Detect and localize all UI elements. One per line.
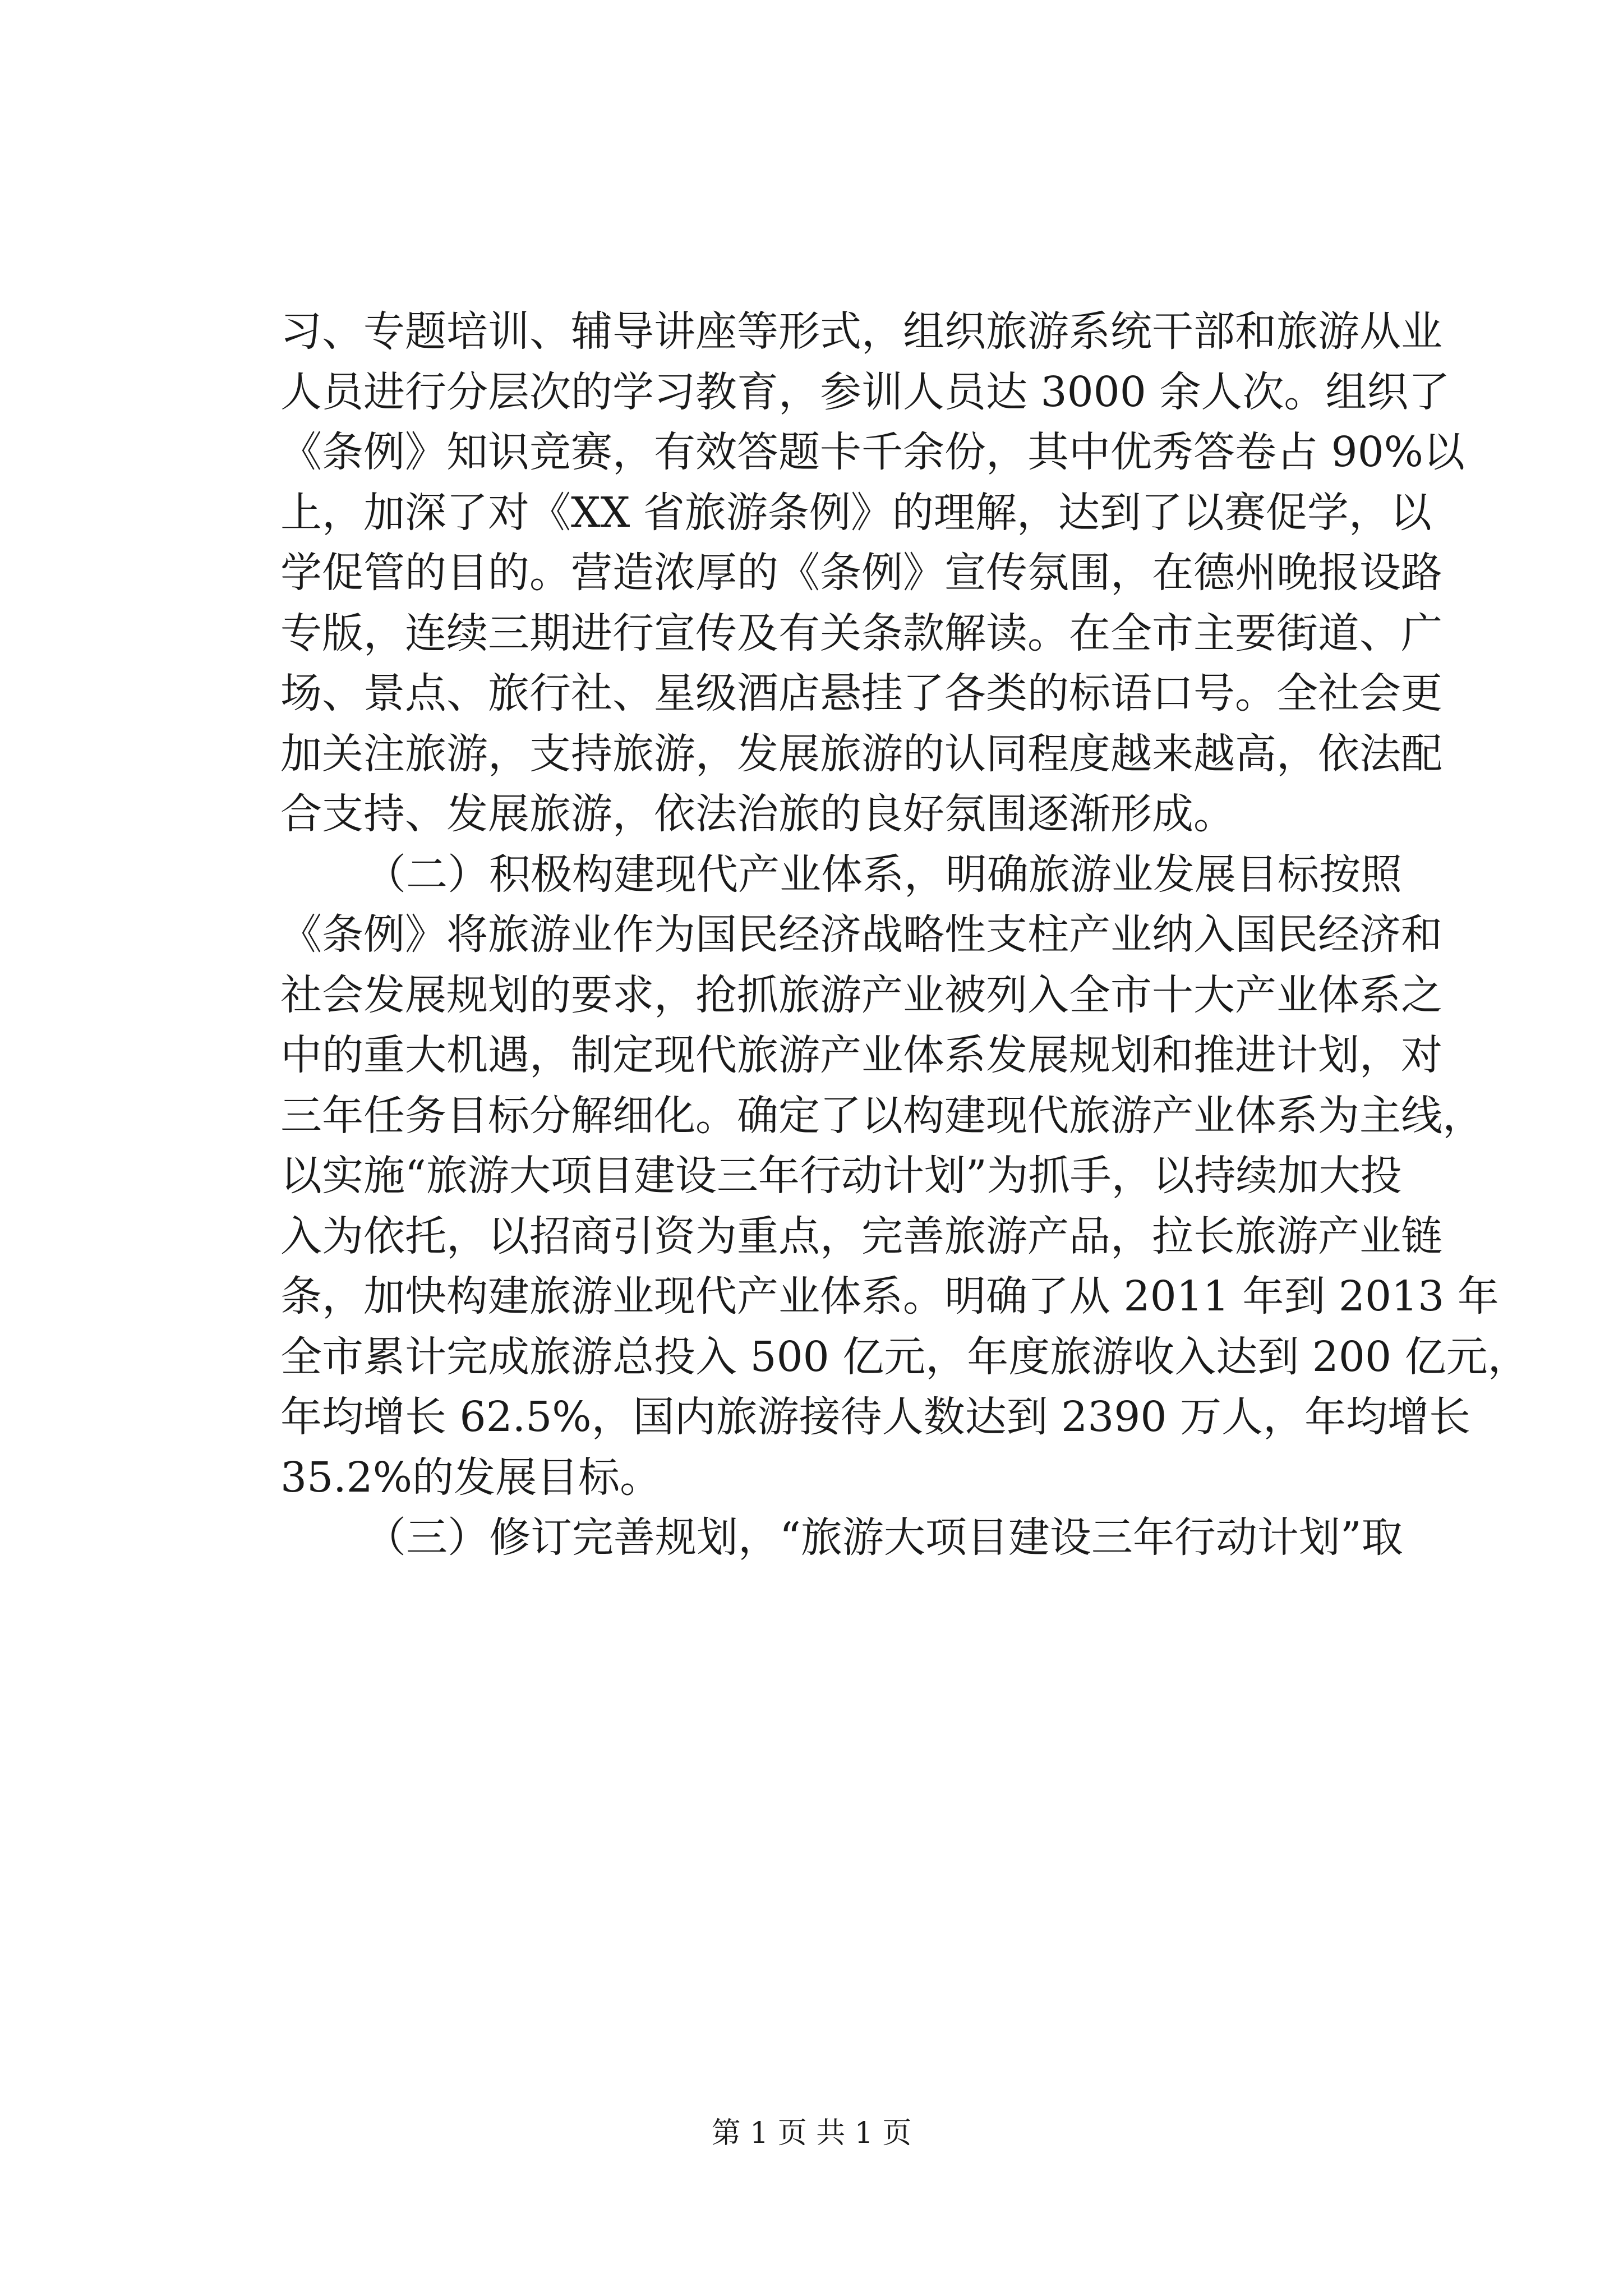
text-line: 学促管的目的。营造浓厚的《条例》宣传氛围，在德州晚报设路 — [280, 549, 1442, 597]
text-line: 加关注旅游，支持旅游，发展旅游的认同程度越来越高，依法配 — [280, 729, 1442, 778]
text-line: 人员进行分层次的学习教育，参训人员达 3000 余人次。组织了 — [280, 367, 1450, 416]
text-line: 全市累计完成旅游总投入 500 亿元，年度旅游收入达到 200 亿元， — [280, 1332, 1529, 1381]
text-line: 《条例》将旅游业作为国民经济战略性支柱产业纳入国民经济和 — [280, 910, 1442, 959]
text-line: 专版，连续三期进行宣传及有关条款解读。在全市主要街道、广 — [280, 609, 1442, 657]
text-line: 上，加深了对《XX 省旅游条例》的理解，达到了以赛促学，以 — [280, 488, 1432, 537]
text-line: 以实施“旅游大项目建设三年行动计划”为抓手，以持续加大投 — [280, 1152, 1402, 1200]
text-line: 场、景点、旅行社、星级酒店悬挂了各类的标语口号。全社会更 — [280, 669, 1442, 717]
section-heading-line: （二）积极构建现代产业体系，明确旅游业发展目标按照 — [365, 850, 1402, 899]
text-line: 35.2%的发展目标。 — [280, 1453, 662, 1502]
text-line: 合支持、发展旅游，依法治旅的良好氛围逐渐形成。 — [280, 790, 1235, 838]
text-line: 社会发展规划的要求，抢抓旅游产业被列入全市十大产业体系之 — [280, 970, 1442, 1019]
text-line: 三年任务目标分解细化。确定了以构建现代旅游产业体系为主线， — [280, 1091, 1484, 1140]
text-line: 年均增长 62.5%，国内旅游接待人数达到 2390 万人，年均增长 — [280, 1393, 1470, 1441]
page-number-footer: 第 1 页 共 1 页 — [711, 2116, 912, 2150]
body-text — [280, 302, 1529, 1568]
text-line: 习、专题培训、辅导讲座等形式，组织旅游系统干部和旅游从业 — [280, 307, 1442, 356]
text-line: 入为依托，以招商引资为重点，完善旅游产品，拉长旅游产业链 — [280, 1212, 1442, 1260]
text-line: 条，加快构建旅游业现代产业体系。明确了从 2011 年到 2013 年 — [280, 1272, 1499, 1320]
section-heading-line: （三）修订完善规划，“旅游大项目建设三年行动计划”取 — [365, 1513, 1403, 1562]
text-line: 《条例》知识竞赛，有效答题卡千余份，其中优秀答卷占 90%以 — [280, 428, 1465, 476]
text-line: 中的重大机遇，制定现代旅游产业体系发展规划和推进计划，对 — [280, 1031, 1442, 1079]
